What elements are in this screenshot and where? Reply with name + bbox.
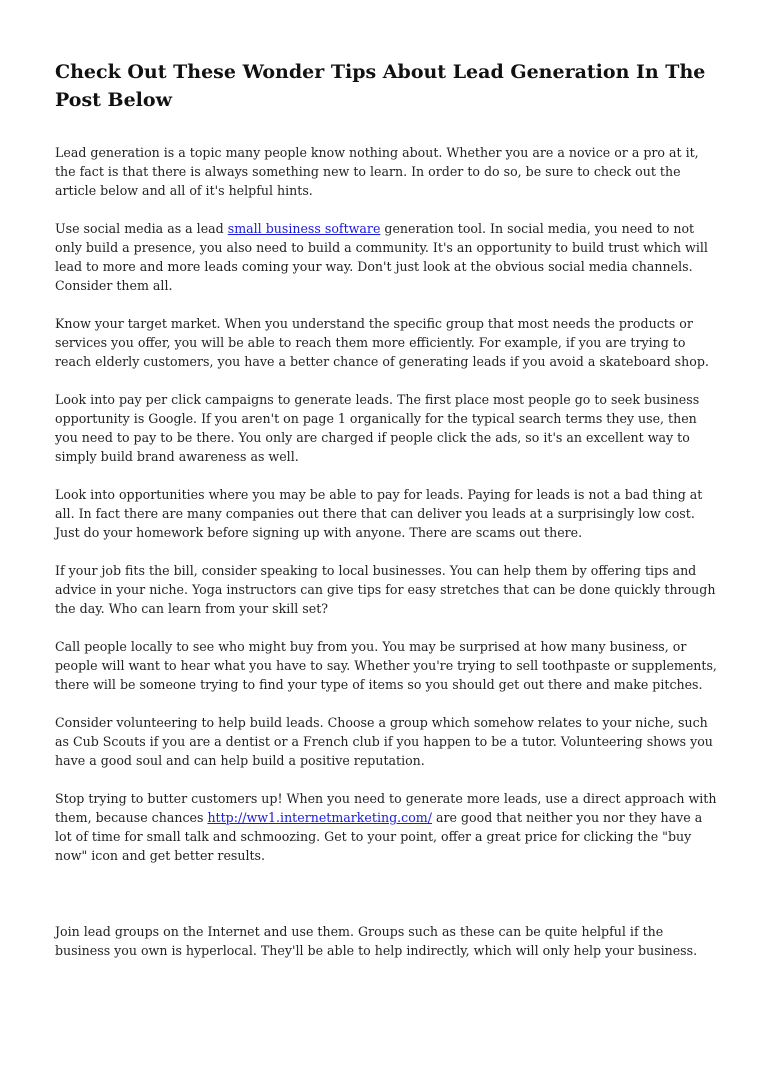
- paragraph-intro: Lead generation is a topic many people know nothing about. Whether you are a novice or a pro at it, the fact is that there is always something new to learn. In order to do so, be sure to check out the article below and all of it's helpful hints.: [55, 145, 699, 198]
- internet-marketing-link[interactable]: http://ww1.internetmarketing.com/: [207, 810, 432, 825]
- paragraph-text: Use social media as a lead: [55, 221, 228, 236]
- paragraph-text: are good that neither you nor they have a lot of time for small talk and schmoozing. Get to your point, offer a great price for clicking the "buy now" icon and get better results.: [55, 810, 703, 863]
- paragraph-target-market: Know your target market. When you understand the specific group that most needs the products or services you offer, you will be able to reach them more efficiently. For example, if you are trying to reach elderly customers, you have a better chance of generating leads if you avoid a skateboard shop.: [55, 316, 709, 369]
- paragraph-call-locally: Call people locally to see who might buy from you. You may be surprised at how many business, or people will want to hear what you have to say. Whether you're trying to sell toothpaste or supplements, there will be someone trying to find your type of items so you should get out there and make pitches.: [55, 639, 717, 692]
- paragraph-text: generation tool. In social media, you need to not only build a presence, you also need to build a community. It's an opportunity to build trust which will lead to more and more leads coming your way. Don't just look at the obvious social media channels. Consider them all.: [55, 221, 708, 293]
- paragraph-lead-groups: Join lead groups on the Internet and use them. Groups such as these can be quite helpful if the business you own is hyperlocal. They'll be able to help indirectly, which will only help your business.: [55, 924, 698, 958]
- paragraph-local-businesses: If your job fits the bill, consider speaking to local businesses. You can help them by offering tips and advice in your niche. Yoga instructors can give tips for easy stretches that can be done quickly through the day. Who can learn from your skill set?: [55, 563, 716, 616]
- paragraph-text: Stop trying to butter customers up! When you need to generate more leads, use a direct approach with them, because chances: [55, 791, 717, 825]
- small-business-software-link[interactable]: small business software: [227, 221, 381, 236]
- blank-gap: [55, 884, 717, 922]
- paragraph-pay-for-leads: Look into opportunities where you may be able to pay for leads. Paying for leads is not a bad thing at all. In fact there are many companies out there that can deliver you leads at a surprisingly low cost. Just do your homework before signing up with anyone. There are scams out there.: [55, 487, 703, 540]
- paragraph-pay-per-click: Look into pay per click campaigns to generate leads. The first place most people go to seek business opportunity is Google. If you aren't on page 1 organically for the typical search terms they use, then you need to pay to be there. You only are charged if people click the ads, so it's an excellent way to simply build brand awareness as well.: [55, 392, 700, 464]
- paragraph-direct-approach: [55, 789, 717, 865]
- page-title: Check Out These Wonder Tips About Lead Generation In The Post Below: [55, 61, 706, 111]
- paragraph-volunteering: Consider volunteering to help build leads. Choose a group which somehow relates to your niche, such as Cub Scouts if you are a dentist or a French club if you happen to be a tutor. Volunteering shows you have a good soul and can help build a positive reputation.: [55, 715, 713, 768]
- paragraph-social-media: [55, 219, 717, 295]
- document-page: [55, 58, 717, 979]
